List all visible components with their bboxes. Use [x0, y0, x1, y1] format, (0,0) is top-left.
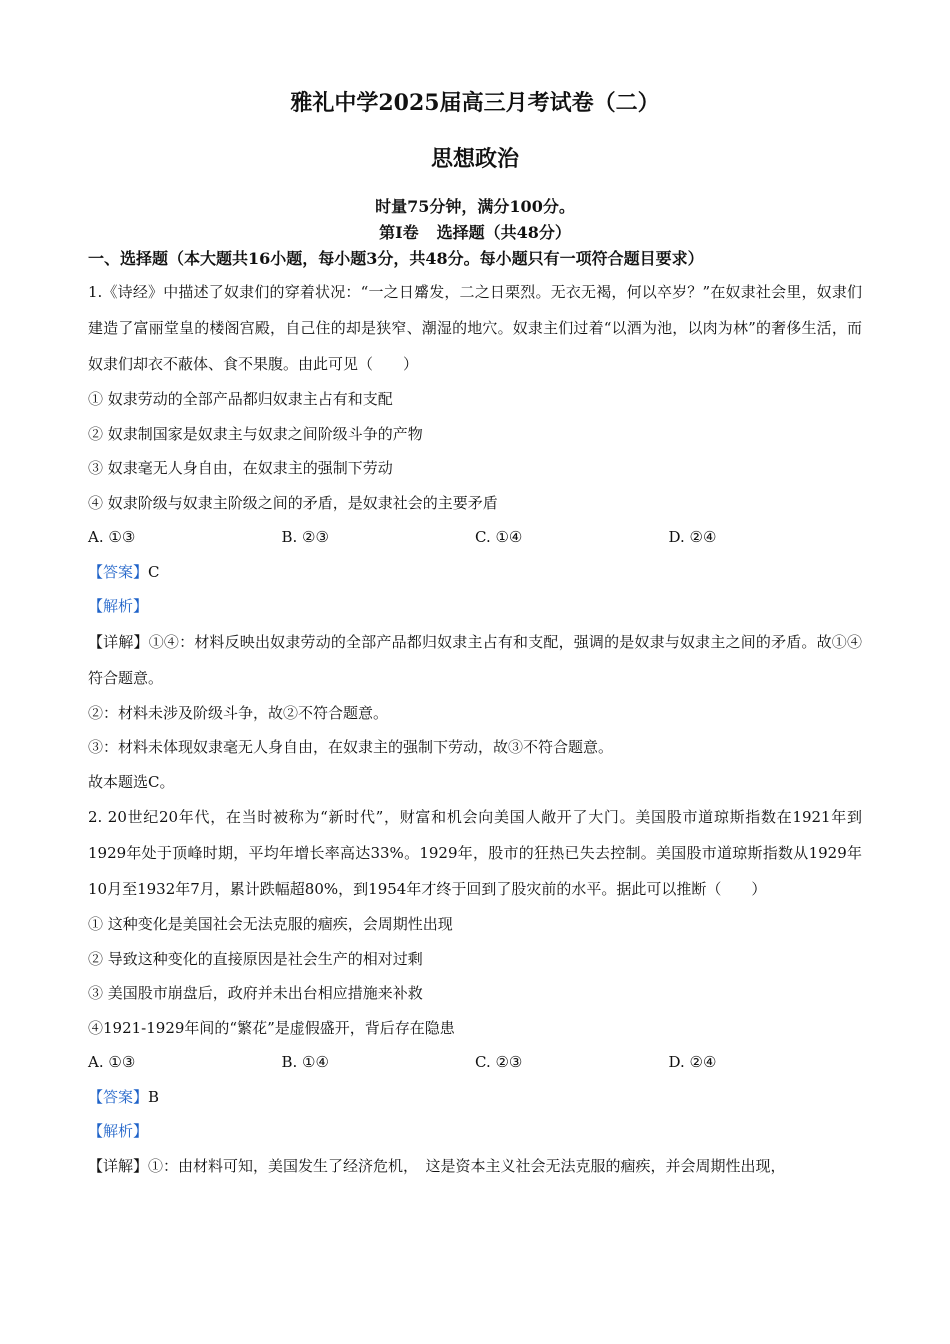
question-2-detail	[88, 1149, 862, 1184]
question-1-analysis	[88, 589, 862, 624]
answer-tag: 【答案】	[88, 562, 149, 581]
question-2-answer	[88, 1080, 862, 1115]
section-title: 选择题（共48分）	[436, 223, 571, 242]
answer-value: B	[148, 1087, 160, 1106]
detail-text: ①④：材料反映出奴隶劳动的全部产品都归奴隶主占有和支配，强调的是奴隶与奴隶主之间的矛盾。故①④符合题意。	[88, 632, 862, 687]
detail-text: ①：由材料可知，美国发生了经济危机， 这是资本主义社会无法克服的痼疾，并会周期性出现，	[148, 1156, 786, 1175]
question-1-option-d: D. ②④	[668, 528, 717, 546]
question-1-item-1: ① 奴隶劳动的全部产品都归奴隶主占有和支配	[88, 390, 393, 408]
exam-subject: 思想政治	[430, 146, 519, 172]
question-1-option-b: B. ②③	[281, 528, 329, 546]
question-1-stem: 1.《诗经》中描述了奴隶们的穿着状况：“一之日觱发，二之日栗烈。无衣无褐，何以卒岁？”在奴隶社会里，奴隶们建造了富丽堂皇的楼阁宫殿，自己住的却是狭窄、潮湿的地穴。奴隶主们过着“以酒为池，以肉为林”的奢侈生活，而奴隶们却衣不蔽体、食不果腹。由此可见（ ）	[88, 283, 862, 373]
question-2-stem: 2. 20世纪20年代，在当时被称为“新时代”，财富和机会向美国人敞开了大门。美国股市道琼斯指数在1921年到1929年处于顶峰时期，平均年增长率高达33%。1929年，股市的狂热已失去控制。美国股市道琼斯指数从1929年10月至1932年7月，累计跌幅超80%，到1954年才终于回到了股灾前的水平。据此可以推断（ ）	[88, 808, 862, 898]
question-2-analysis	[88, 1114, 862, 1149]
question-1-detail-3: ③：材料未体现奴隶毫无人身自由，在奴隶主的强制下劳动，故③不符合题意。	[88, 738, 614, 756]
question-1-options	[88, 520, 862, 555]
question-1-option-a: A. ①③	[88, 528, 136, 546]
question-2-option-a: A. ①③	[88, 1053, 136, 1071]
answer-tag: 【答案】	[88, 1087, 149, 1106]
detail-tag: 【详解】	[88, 1156, 149, 1175]
exam-meta: 时量75分钟，满分100分。	[375, 197, 575, 216]
question-1-answer	[88, 555, 862, 590]
question-1-detail	[88, 624, 862, 696]
answer-value: C	[148, 562, 160, 581]
question-2-option-b: B. ①④	[281, 1053, 329, 1071]
question-2-option-d: D. ②④	[668, 1053, 717, 1071]
analysis-tag: 【解析】	[88, 1122, 149, 1140]
section-label: 第Ⅰ卷	[379, 223, 419, 242]
exam-title: 雅礼中学2025届高三月考试卷（二）	[290, 90, 660, 116]
question-1-item-2: ② 奴隶制国家是奴隶主与奴隶之间阶级斗争的产物	[88, 424, 423, 443]
question-2-options	[88, 1045, 862, 1080]
question-2-item-1: ① 这种变化是美国社会无法克服的痼疾，会周期性出现	[88, 915, 453, 933]
question-2-item-2: ② 导致这种变化的直接原因是社会生产的相对过剩	[88, 949, 423, 968]
question-1-item-4: ④ 奴隶阶级与奴隶主阶级之间的矛盾，是奴隶社会的主要矛盾	[88, 493, 498, 512]
detail-tag: 【详解】	[88, 632, 149, 651]
question-2-option-c: C. ②③	[475, 1053, 523, 1071]
question-1-item-3: ③ 奴隶毫无人身自由，在奴隶主的强制下劳动	[88, 459, 393, 477]
section-heading	[88, 220, 862, 246]
question-1-option-c: C. ①④	[475, 528, 523, 546]
question-2-item-4: ④1921-1929年间的“繁花”是虚假盛开，背后存在隐患	[88, 1018, 455, 1037]
analysis-tag: 【解析】	[88, 597, 149, 615]
question-1-detail-2: ②：材料未涉及阶级斗争，故②不符合题意。	[88, 703, 389, 722]
part-heading: 一、选择题（本大题共16小题，每小题3分，共48分。每小题只有一项符合题目要求）	[88, 249, 704, 268]
question-1-conclusion: 故本题选C。	[88, 772, 175, 791]
question-2-item-3: ③ 美国股市崩盘后，政府并未出台相应措施来补救	[88, 984, 423, 1002]
